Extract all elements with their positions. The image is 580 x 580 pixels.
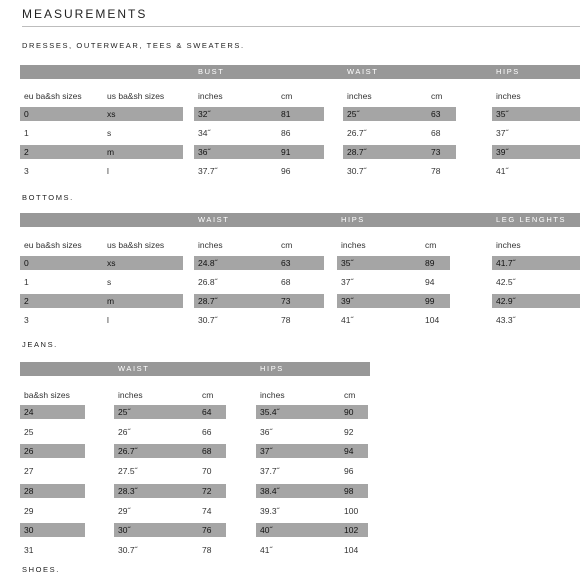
dresses-group-header: WAIST	[347, 67, 379, 76]
dresses-cell: 3	[24, 166, 29, 176]
jeans-cell: 94	[344, 446, 354, 457]
jeans-cell: 37˝	[260, 446, 273, 457]
jeans-cell: 98	[344, 485, 354, 496]
bottoms-cell: 24.8˝	[198, 258, 218, 268]
jeans-cell: 28	[24, 485, 34, 496]
jeans-cell: 30.7˝	[118, 544, 138, 555]
jeans-cell: 40˝	[260, 525, 273, 536]
dresses-cell: 34˝	[198, 128, 211, 138]
bottoms-cell: 1	[24, 277, 29, 287]
bottoms-column-header: inches	[341, 240, 366, 250]
bottoms-group-header: HIPS	[341, 215, 365, 224]
dresses-cell: m	[107, 147, 115, 157]
bottoms-column-header: us ba&sh sizes	[107, 240, 165, 250]
bottoms-cell: 3	[24, 315, 29, 325]
bottoms-cell: 2	[24, 296, 29, 306]
jeans-group-header: WAIST	[118, 364, 150, 373]
jeans-cell: 26.7˝	[118, 446, 138, 457]
dresses-cell: 86	[281, 128, 291, 138]
title-divider	[22, 26, 580, 27]
dresses-row-band	[20, 145, 183, 159]
bottoms-cell: 63	[281, 258, 291, 268]
jeans-cell: 39.3˝	[260, 505, 280, 516]
bottoms-cell: 42.5˝	[496, 277, 516, 287]
jeans-cell: 41˝	[260, 544, 273, 555]
bottoms-cell: 89	[425, 258, 435, 268]
jeans-column-header: inches	[118, 390, 143, 400]
jeans-cell: 30˝	[118, 525, 131, 536]
dresses-cell: 26.7˝	[347, 128, 367, 138]
jeans-cell: 37.7˝	[260, 466, 280, 477]
jeans-group-header: HIPS	[260, 364, 284, 373]
bottoms-cell: 41˝	[341, 315, 354, 325]
bottoms-row-band	[20, 256, 183, 270]
bottoms-cell: 104	[425, 315, 440, 325]
dresses-row-band	[20, 107, 183, 121]
jeans-cell: 78	[202, 544, 212, 555]
bottoms-cell: 68	[281, 277, 291, 287]
jeans-column-header: cm	[202, 390, 214, 400]
jeans-cell: 29˝	[118, 505, 131, 516]
bottoms-column-header: inches	[198, 240, 223, 250]
dresses-cell: 78	[431, 166, 441, 176]
jeans-cell: 26˝	[118, 426, 131, 437]
dresses-cell: 68	[431, 128, 441, 138]
dresses-cell: 35˝	[496, 109, 509, 119]
bottoms-cell: s	[107, 277, 112, 287]
dresses-column-header: inches	[496, 91, 521, 101]
jeans-cell: 72	[202, 485, 212, 496]
jeans-column-header: ba&sh sizes	[24, 390, 70, 400]
dresses-cell: 28.7˝	[347, 147, 367, 157]
dresses-cell: 36˝	[198, 147, 211, 157]
bottoms-cell: 35˝	[341, 258, 354, 268]
dresses-column-header: us ba&sh sizes	[107, 91, 165, 101]
bottoms-row-band	[20, 294, 183, 308]
bottoms-cell: 41.7˝	[496, 258, 516, 268]
dresses-cell: 0	[24, 109, 29, 119]
bottoms-cell: 26.8˝	[198, 277, 218, 287]
bottoms-cell: 43.3˝	[496, 315, 516, 325]
bottoms-cell: 39˝	[341, 296, 354, 306]
jeans-cell: 30	[24, 525, 34, 536]
jeans-cell: 36˝	[260, 426, 273, 437]
page-title: MEASUREMENTS	[22, 7, 148, 21]
bottoms-cell: 78	[281, 315, 291, 325]
bottoms-cell: l	[107, 315, 109, 325]
jeans-cell: 27	[24, 466, 34, 477]
bottoms-column-header: eu ba&sh sizes	[24, 240, 82, 250]
jeans-cell: 90	[344, 407, 354, 417]
jeans-cell: 28.3˝	[118, 485, 138, 496]
jeans-cell: 102	[344, 525, 359, 536]
dresses-group-header: BUST	[198, 67, 225, 76]
jeans-cell: 31	[24, 544, 34, 555]
jeans-cell: 64	[202, 407, 212, 417]
bottoms-cell: 42.9˝	[496, 296, 516, 306]
bottoms-cell: 94	[425, 277, 435, 287]
jeans-cell: 70	[202, 466, 212, 477]
jeans-cell: 27.5˝	[118, 466, 138, 477]
dresses-cell: 30.7˝	[347, 166, 367, 176]
dresses-row-band	[194, 107, 324, 121]
jeans-cell: 24	[24, 407, 34, 417]
dresses-cell: 63	[431, 109, 441, 119]
jeans-cell: 100	[344, 505, 359, 516]
section-label-shoes: SHOES.	[22, 565, 60, 574]
dresses-cell: 73	[431, 147, 441, 157]
jeans-cell: 25	[24, 426, 34, 437]
bottoms-cell: m	[107, 296, 115, 306]
dresses-cell: 25˝	[347, 109, 360, 119]
dresses-column-header: inches	[198, 91, 223, 101]
jeans-cell: 96	[344, 466, 354, 477]
bottoms-cell: 28.7˝	[198, 296, 218, 306]
bottoms-cell: 37˝	[341, 277, 354, 287]
section-label-jeans: JEANS.	[22, 340, 58, 349]
dresses-cell: 96	[281, 166, 291, 176]
jeans-cell: 29	[24, 505, 34, 516]
bottoms-group-header: LEG LENGHTS	[496, 215, 567, 224]
jeans-cell: 26	[24, 446, 34, 457]
jeans-header-bar	[20, 362, 370, 376]
dresses-cell: xs	[107, 109, 116, 119]
dresses-cell: s	[107, 128, 112, 138]
jeans-cell: 25˝	[118, 407, 131, 417]
bottoms-cell: xs	[107, 258, 116, 268]
dresses-cell: 81	[281, 109, 291, 119]
jeans-cell: 38.4˝	[260, 485, 280, 496]
dresses-column-header: cm	[431, 91, 443, 101]
section-label-bottoms: BOTTOMS.	[22, 193, 74, 202]
jeans-column-header: cm	[344, 390, 356, 400]
dresses-cell: 39˝	[496, 147, 509, 157]
dresses-cell: 32˝	[198, 109, 211, 119]
jeans-cell: 104	[344, 544, 359, 555]
dresses-group-header: HIPS	[496, 67, 520, 76]
dresses-column-header: eu ba&sh sizes	[24, 91, 82, 101]
bottoms-column-header: cm	[425, 240, 437, 250]
dresses-cell: 2	[24, 147, 29, 157]
bottoms-cell: 30.7˝	[198, 315, 218, 325]
jeans-cell: 66	[202, 426, 212, 437]
jeans-cell: 74	[202, 505, 212, 516]
jeans-cell: 68	[202, 446, 212, 457]
bottoms-group-header: WAIST	[198, 215, 230, 224]
dresses-cell: 37.7˝	[198, 166, 218, 176]
dresses-cell: l	[107, 166, 109, 176]
dresses-cell: 91	[281, 147, 291, 157]
dresses-row-band	[194, 145, 324, 159]
bottoms-column-header: cm	[281, 240, 293, 250]
jeans-cell: 92	[344, 426, 354, 437]
bottoms-cell: 0	[24, 258, 29, 268]
dresses-column-header: inches	[347, 91, 372, 101]
dresses-column-header: cm	[281, 91, 293, 101]
dresses-cell: 41˝	[496, 166, 509, 176]
jeans-cell: 35.4˝	[260, 407, 280, 417]
bottoms-cell: 99	[425, 296, 435, 306]
bottoms-cell: 73	[281, 296, 291, 306]
bottoms-column-header: inches	[496, 240, 521, 250]
jeans-column-header: inches	[260, 390, 285, 400]
dresses-cell: 37˝	[496, 128, 509, 138]
jeans-cell: 76	[202, 525, 212, 536]
section-label-dresses: DRESSES, OUTERWEAR, TEES & SWEATERS.	[22, 41, 245, 50]
dresses-cell: 1	[24, 128, 29, 138]
